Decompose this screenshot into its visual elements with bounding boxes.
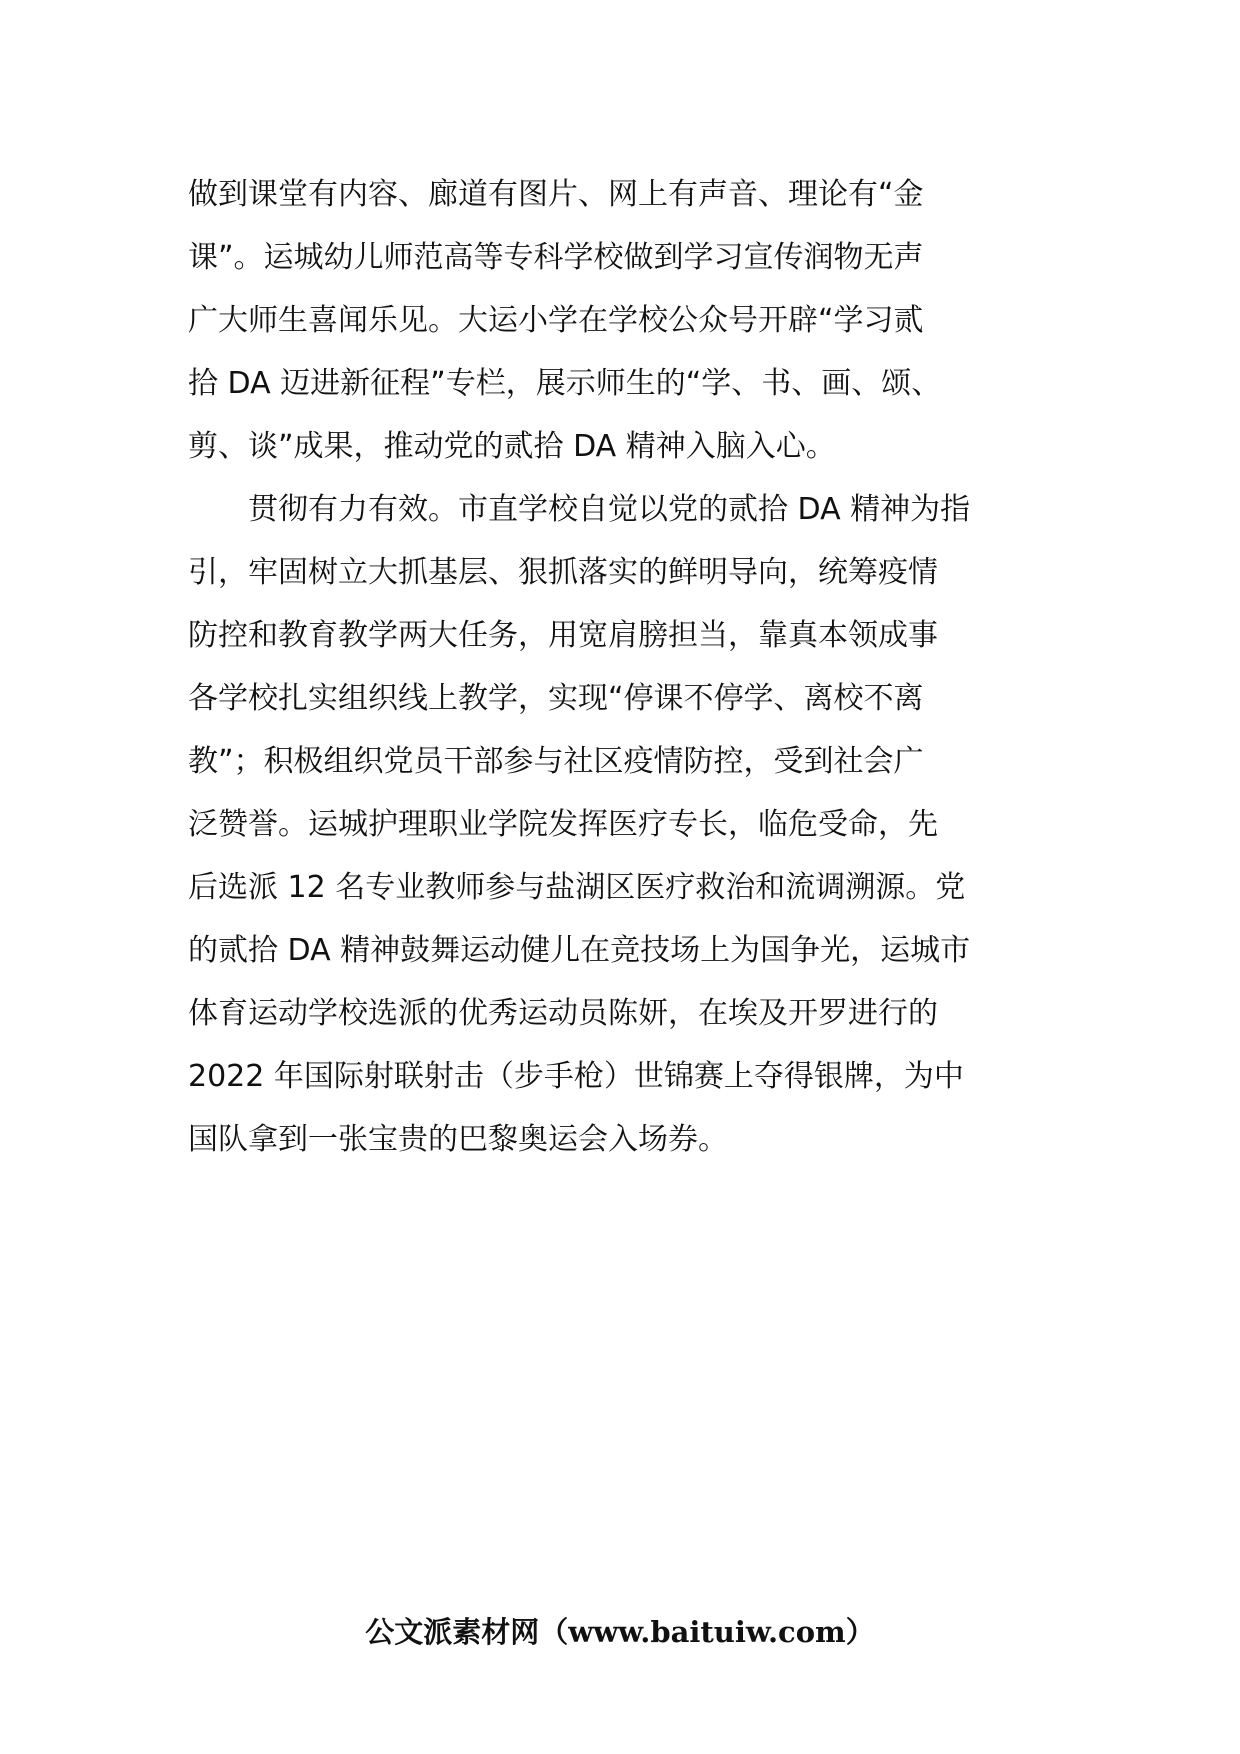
text-line: 拾 DA 迈进新征程”专栏，展示师生的“学、书、画、颂、 [188, 366, 942, 401]
text-line: 引，牢固树立大抓基层、狠抓落实的鲜明导向，统筹疫情 [188, 555, 938, 590]
text-line: 做到课堂有内容、廊道有图片、网上有声音、理论有“金 [188, 177, 924, 212]
text-line: 各学校扎实组织线上教学，实现“停课不停学、离校不离 [188, 681, 924, 716]
text-line: 广大师生喜闻乐见。大运小学在学校公众号开辟“学习贰 [188, 303, 924, 338]
text-line: 课”。运城幼儿师范高等专科学校做到学习宣传润物无声 [188, 240, 924, 275]
text-line: 2022 年国际射联射击（步手枪）世锦赛上夺得银牌，为中 [188, 1059, 964, 1094]
text-line: 贯彻有力有效。市直学校自觉以党的贰拾 DA 精神为指 [188, 492, 971, 527]
text-line: 后选派 12 名专业教师参与盐湖区医疗救治和流调溯源。党 [188, 870, 966, 905]
text-line: 的贰拾 DA 精神鼓舞运动健儿在竞技场上为国争光，运城市 [188, 933, 971, 968]
text-line: 体育运动学校选派的优秀运动员陈妍，在埃及开罗进行的 [188, 996, 938, 1031]
text-line: 教”；积极组织党员干部参与社区疫情防控，受到社会广 [188, 744, 924, 779]
text-line: 泛赞誉。运城护理职业学院发挥医疗专长，临危受命，先 [188, 807, 938, 842]
body-text [188, 163, 1058, 1171]
text-line: 防控和教育教学两大任务，用宽肩膀担当，靠真本领成事 [188, 618, 938, 653]
text-line: 国队拿到一张宝贵的巴黎奥运会入场券。 [188, 1122, 728, 1157]
footer-watermark: 公文派素材网（www.baituiw.com） [365, 1615, 875, 1649]
text-line: 剪、谈”成果，推动党的贰拾 DA 精神入脑入心。 [188, 429, 836, 464]
